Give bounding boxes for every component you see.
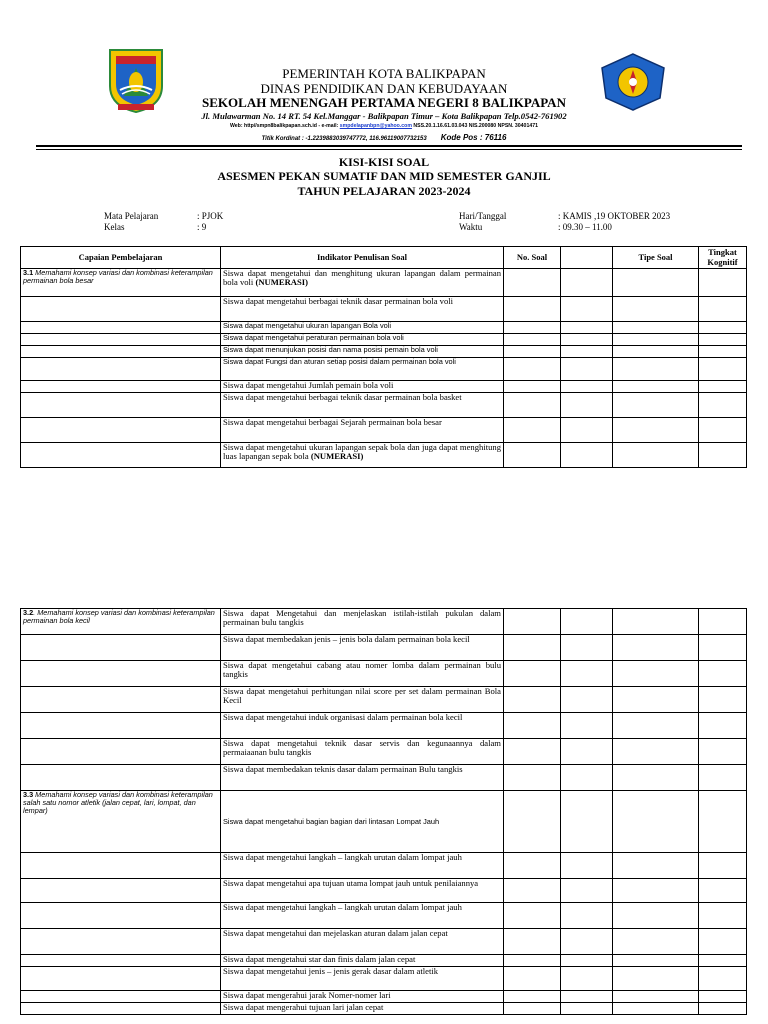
indicator-text: Siswa dapat menunjukan posisi dan nama posisi pemain bola voli — [223, 345, 438, 354]
empty-cell — [699, 955, 747, 967]
empty-cell — [613, 661, 699, 687]
empty-cell — [699, 903, 747, 929]
empty-cell — [561, 765, 613, 791]
empty-cell — [613, 381, 699, 393]
empty-cell — [699, 791, 747, 853]
table-row — [21, 661, 747, 687]
indicator-cell — [221, 879, 504, 903]
doc-year: TAHUN PELAJARAN 2023-2024 — [297, 184, 471, 198]
table-row — [21, 879, 747, 903]
table-row — [21, 334, 747, 346]
empty-cell — [613, 269, 699, 297]
header-school-name: SEKOLAH MENENGAH PERTAMA NEGERI 8 BALIKPAPAN — [202, 95, 566, 110]
indicator-text: Siswa dapat mengetahui cabang atau nomer lomba dalam permainan bulu tangkis — [223, 660, 501, 680]
cp-cell-3-2 — [21, 609, 221, 635]
indicator-text: Siswa dapat mengetahui langkah – langkah urutan dalam lompat jauh — [223, 852, 462, 862]
empty-cell — [613, 791, 699, 853]
table-row — [21, 713, 747, 739]
th-blank — [561, 247, 613, 269]
empty-cell — [613, 765, 699, 791]
indicator-text: Siswa dapat mengetahui teknik dasar servis dan kegunaannya dalam permaiaanan bulu tangkis — [223, 738, 501, 758]
cp-number: 3.3 — [23, 790, 34, 799]
value-kelas: : 9 — [197, 222, 207, 232]
value-hari: : KAMIS ,19 OKTOBER 2023 — [558, 211, 671, 221]
empty-cell — [699, 687, 747, 713]
cp-cell-3-1 — [21, 269, 221, 297]
indicator-cell — [221, 739, 504, 765]
indicator-text: Siswa dapat mengetahui dan menghitung ukuran lapangan dalam permainan bola voli — [223, 268, 501, 288]
empty-cell — [699, 334, 747, 346]
empty-cell — [613, 346, 699, 358]
indicator-cell — [221, 297, 504, 322]
empty-cell — [699, 635, 747, 661]
empty-cell — [504, 929, 561, 955]
header-divider-thin — [36, 149, 742, 150]
table-row — [21, 393, 747, 418]
empty-cell — [504, 1003, 561, 1015]
empty-cell — [504, 879, 561, 903]
kisi-table-2 — [20, 608, 747, 1015]
empty-cell — [504, 322, 561, 334]
empty-cell — [699, 358, 747, 381]
empty-cell — [561, 955, 613, 967]
indicator-text: Siswa dapat mengetahui jenis – jenis gerak dasar dalam atletik — [223, 966, 439, 976]
label-hari: Hari/Tanggal — [459, 211, 507, 221]
table-row — [21, 346, 747, 358]
indicator-cell — [221, 322, 504, 334]
cp-text: Memahami konsep variasi dan kombinasi keterampilan permainan bola besar — [23, 268, 213, 285]
cp-empty-cell — [21, 967, 221, 991]
empty-cell — [699, 418, 747, 443]
table-row — [21, 991, 747, 1003]
empty-cell — [699, 879, 747, 903]
empty-cell — [561, 269, 613, 297]
label-waktu: Waktu — [459, 222, 483, 232]
empty-cell — [561, 929, 613, 955]
table-row — [21, 635, 747, 661]
empty-cell — [504, 739, 561, 765]
empty-cell — [699, 393, 747, 418]
empty-cell — [504, 967, 561, 991]
table-row — [21, 903, 747, 929]
empty-cell — [699, 661, 747, 687]
empty-cell — [561, 635, 613, 661]
indicator-cell — [221, 381, 504, 393]
empty-cell — [699, 609, 747, 635]
cp-empty-cell — [21, 297, 221, 322]
empty-cell — [699, 1003, 747, 1015]
empty-cell — [561, 791, 613, 853]
empty-cell — [504, 358, 561, 381]
web-suffix: NSS.20.1.16.61.03.043 NIS.200080 NPSN. 30401471 — [411, 123, 538, 129]
empty-cell — [613, 991, 699, 1003]
cp-empty-cell — [21, 381, 221, 393]
empty-cell — [613, 853, 699, 879]
empty-cell — [613, 739, 699, 765]
empty-cell — [561, 322, 613, 334]
indicator-cell — [221, 635, 504, 661]
empty-cell — [699, 739, 747, 765]
empty-cell — [613, 1003, 699, 1015]
cp-empty-cell — [21, 687, 221, 713]
table-row — [21, 297, 747, 322]
table-row — [21, 929, 747, 955]
cp-empty-cell — [21, 334, 221, 346]
empty-cell — [504, 991, 561, 1003]
doc-title: KISI-KISI SOAL — [338, 155, 430, 169]
table-row — [21, 358, 747, 381]
cp-empty-cell — [21, 1003, 221, 1015]
indicator-text: Siswa dapat mengerahui jarak Nomer-nomer lari — [223, 990, 391, 1000]
indicator-cell — [221, 269, 504, 297]
empty-cell — [504, 393, 561, 418]
empty-cell — [699, 929, 747, 955]
empty-cell — [561, 358, 613, 381]
web-prefix: Web: http//smpn8balikpapan.sch.id - e-mail: — [230, 123, 340, 129]
empty-cell — [561, 853, 613, 879]
indicator-text: Siswa dapat mengetahui apa tujuan utama lompat jauh untuk penilaiannya — [223, 878, 479, 888]
table-row — [21, 269, 747, 297]
empty-cell — [504, 346, 561, 358]
table-row — [21, 967, 747, 991]
empty-cell — [613, 393, 699, 418]
empty-cell — [699, 346, 747, 358]
empty-cell — [504, 269, 561, 297]
indicator-text: Siswa dapat Mengetahui dan menjelaskan istilah-istilah pukulan dalam permainan bulu tangkis — [223, 608, 501, 628]
table-row — [21, 381, 747, 393]
indicator-text: Siswa dapat mengetahui peraturan permainan bola voli — [223, 333, 404, 342]
indicator-text: Siswa dapat mengerahui tujuan lari jalan cepat — [223, 1002, 384, 1012]
header-divider — [36, 145, 742, 147]
th-indikator: Indikator Penulisan Soal — [221, 247, 504, 269]
indicator-cell — [221, 791, 504, 853]
table-row — [21, 1003, 747, 1015]
cp-empty-cell — [21, 443, 221, 468]
school-logo — [598, 52, 668, 112]
cp-empty-cell — [21, 853, 221, 879]
table-row — [21, 955, 747, 967]
indicator-cell — [221, 765, 504, 791]
indicator-cell — [221, 687, 504, 713]
empty-cell — [561, 739, 613, 765]
indicator-cell — [221, 334, 504, 346]
empty-cell — [504, 853, 561, 879]
empty-cell — [504, 334, 561, 346]
empty-cell — [613, 929, 699, 955]
indicator-text: Siswa dapat mengetahui berbagai Sejarah permainan bola besar — [223, 417, 442, 427]
empty-cell — [504, 381, 561, 393]
label-mapel: Mata Pelajaran — [104, 211, 159, 221]
empty-cell — [561, 903, 613, 929]
indicator-text: Siswa dapat mengetahui berbagai teknik dasar permainan bola basket — [223, 392, 462, 402]
cp-number: 3.1 — [23, 268, 34, 277]
empty-cell — [561, 713, 613, 739]
indicator-cell — [221, 661, 504, 687]
empty-cell — [561, 967, 613, 991]
cp-empty-cell — [21, 418, 221, 443]
empty-cell — [613, 334, 699, 346]
empty-cell — [613, 418, 699, 443]
empty-cell — [613, 955, 699, 967]
empty-cell — [561, 687, 613, 713]
cp-empty-cell — [21, 635, 221, 661]
empty-cell — [504, 635, 561, 661]
empty-cell — [613, 687, 699, 713]
indicator-text: Siswa dapat membedakan teknis dasar dalam permainan Bulu tangkis — [223, 764, 463, 774]
indicator-text: Siswa dapat mengetahui langkah – langkah urutan dalam lompat jauh — [223, 902, 462, 912]
indicator-text: Siswa dapat membedakan jenis – jenis bola dalam permainan bola kecil — [223, 634, 470, 644]
empty-cell — [613, 443, 699, 468]
indicator-cell — [221, 713, 504, 739]
empty-cell — [699, 322, 747, 334]
empty-cell — [699, 713, 747, 739]
empty-cell — [561, 879, 613, 903]
empty-cell — [504, 955, 561, 967]
cp-empty-cell — [21, 713, 221, 739]
cp-empty-cell — [21, 903, 221, 929]
empty-cell — [561, 991, 613, 1003]
indicator-cell — [221, 609, 504, 635]
empty-cell — [561, 346, 613, 358]
city-emblem-logo — [106, 46, 166, 114]
indicator-cell — [221, 955, 504, 967]
cp-empty-cell — [21, 879, 221, 903]
indicator-text: Siswa dapat mengetahui Jumlah pemain bola voli — [223, 380, 394, 390]
empty-cell — [699, 967, 747, 991]
empty-cell — [561, 381, 613, 393]
empty-cell — [699, 991, 747, 1003]
numerasi-tag: (NUMERASI) — [255, 277, 308, 288]
indicator-text: Siswa dapat mengetahui ukuran lapangan Bola voli — [223, 321, 392, 330]
indicator-cell — [221, 967, 504, 991]
table-row — [21, 765, 747, 791]
cp-empty-cell — [21, 322, 221, 334]
cp-empty-cell — [21, 929, 221, 955]
indicator-text: Siswa dapat mengetahui berbagai teknik dasar permainan bola voli — [223, 296, 454, 306]
cp-empty-cell — [21, 739, 221, 765]
empty-cell — [613, 635, 699, 661]
empty-cell — [504, 713, 561, 739]
indicator-cell — [221, 1003, 504, 1015]
label-kelas: Kelas — [104, 222, 125, 232]
empty-cell — [561, 1003, 613, 1015]
indicator-text: Siswa dapat mengetahui perhitungan nilai score per set dalam permainan Bola Kecil — [223, 686, 501, 706]
indicator-text: Siswa dapat mengetahui star dan finis dalam jalan cepat — [223, 954, 416, 964]
table-row — [21, 791, 747, 853]
table-row — [21, 418, 747, 443]
table-row — [21, 853, 747, 879]
empty-cell — [504, 661, 561, 687]
empty-cell — [699, 381, 747, 393]
empty-cell — [561, 393, 613, 418]
empty-cell — [699, 765, 747, 791]
th-capaian: Capaian Pembelajaran — [21, 247, 221, 269]
empty-cell — [504, 903, 561, 929]
empty-cell — [504, 418, 561, 443]
cp-text: . Memahami konsep variasi dan kombinasi keterampilan permainan bola kecil — [23, 608, 215, 625]
value-mapel: : PJOK — [197, 211, 224, 221]
indicator-cell — [221, 443, 504, 468]
empty-cell — [561, 334, 613, 346]
indicator-text: Siswa dapat mengetahui dan mejelaskan aturan dalam jalan cepat — [223, 928, 448, 938]
cp-empty-cell — [21, 346, 221, 358]
coordinates: Titik Kordinat : -1.2239883039747772, 116.96119007732153 — [261, 136, 427, 142]
value-waktu: : 09.30 – 11.00 — [558, 222, 612, 232]
empty-cell — [561, 418, 613, 443]
indicator-cell — [221, 393, 504, 418]
indicator-cell — [221, 903, 504, 929]
empty-cell — [504, 687, 561, 713]
cp-number: 3.2 — [23, 608, 34, 617]
email-link[interactable]: smpdelapanbpn@yahoo.com — [339, 123, 412, 129]
cp-empty-cell — [21, 393, 221, 418]
empty-cell — [613, 297, 699, 322]
empty-cell — [504, 791, 561, 853]
indicator-text: Siswa dapat mengetahui induk organisasi dalam permainan bola kecil — [223, 712, 463, 722]
header-web-line — [150, 123, 618, 129]
header-department: DINAS PENDIDIKAN DAN KEBUDAYAAN — [260, 81, 508, 96]
empty-cell — [561, 443, 613, 468]
header-address: Jl. Mulawarman No. 14 RT. 54 Kel.Manggar - Balikpapan Timur – Kota Balikpapan Telp.0542-761902 — [201, 111, 567, 121]
table-row — [21, 687, 747, 713]
table-row — [21, 443, 747, 468]
th-tipe-soal: Tipe Soal — [613, 247, 699, 269]
empty-cell — [561, 661, 613, 687]
empty-cell — [613, 967, 699, 991]
empty-cell — [504, 443, 561, 468]
empty-cell — [504, 297, 561, 322]
cp-empty-cell — [21, 661, 221, 687]
cp-empty-cell — [21, 765, 221, 791]
indicator-cell — [221, 929, 504, 955]
empty-cell — [561, 609, 613, 635]
empty-cell — [699, 269, 747, 297]
empty-cell — [699, 853, 747, 879]
indicator-cell — [221, 418, 504, 443]
cp-cell-3-3 — [21, 791, 221, 853]
th-tingkat: Tingkat Kognitif — [699, 247, 747, 269]
table-header-row — [21, 247, 747, 269]
cp-empty-cell — [21, 955, 221, 967]
indicator-cell — [221, 346, 504, 358]
indicator-text: Siswa dapat mengetahui ukuran lapangan sepak bola dan juga dapat menghitung luas lapangan sepak bola — [223, 442, 501, 462]
indicator-cell — [221, 853, 504, 879]
indicator-cell — [221, 991, 504, 1003]
empty-cell — [561, 297, 613, 322]
header-government: PEMERINTAH KOTA BALIKPAPAN — [282, 66, 486, 81]
empty-cell — [613, 609, 699, 635]
doc-subtitle: ASESMEN PEKAN SUMATIF DAN MID SEMESTER GANJIL — [217, 169, 551, 183]
table-row — [21, 322, 747, 334]
indicator-text: Siswa dapat mengetahui bagian bagian dari lintasan Lompat Jauh — [223, 816, 440, 826]
empty-cell — [699, 297, 747, 322]
numerasi-tag: (NUMERASI) — [310, 451, 364, 462]
empty-cell — [699, 443, 747, 468]
empty-cell — [613, 322, 699, 334]
indicator-cell — [221, 358, 504, 381]
table-row — [21, 609, 747, 635]
empty-cell — [504, 765, 561, 791]
empty-cell — [613, 903, 699, 929]
kisi-table-1 — [20, 246, 747, 468]
cp-text: Memahami konsep variasi dan kombinasi keterampilan salah satu nomor atletik (jalan cepat, lari, lompat, dan lempar) — [23, 790, 213, 815]
indicator-text: Siswa dapat Fungsi dan aturan setiap posisi dalam permainan bola voli — [223, 357, 456, 366]
cp-empty-cell — [21, 991, 221, 1003]
header-coordinates-line — [150, 133, 618, 142]
table-row — [21, 739, 747, 765]
cp-empty-cell — [21, 358, 221, 381]
th-no-soal: No. Soal — [504, 247, 561, 269]
empty-cell — [504, 609, 561, 635]
empty-cell — [613, 358, 699, 381]
empty-cell — [613, 713, 699, 739]
postal-code: Kode Pos : 76116 — [440, 133, 507, 142]
empty-cell — [613, 879, 699, 903]
